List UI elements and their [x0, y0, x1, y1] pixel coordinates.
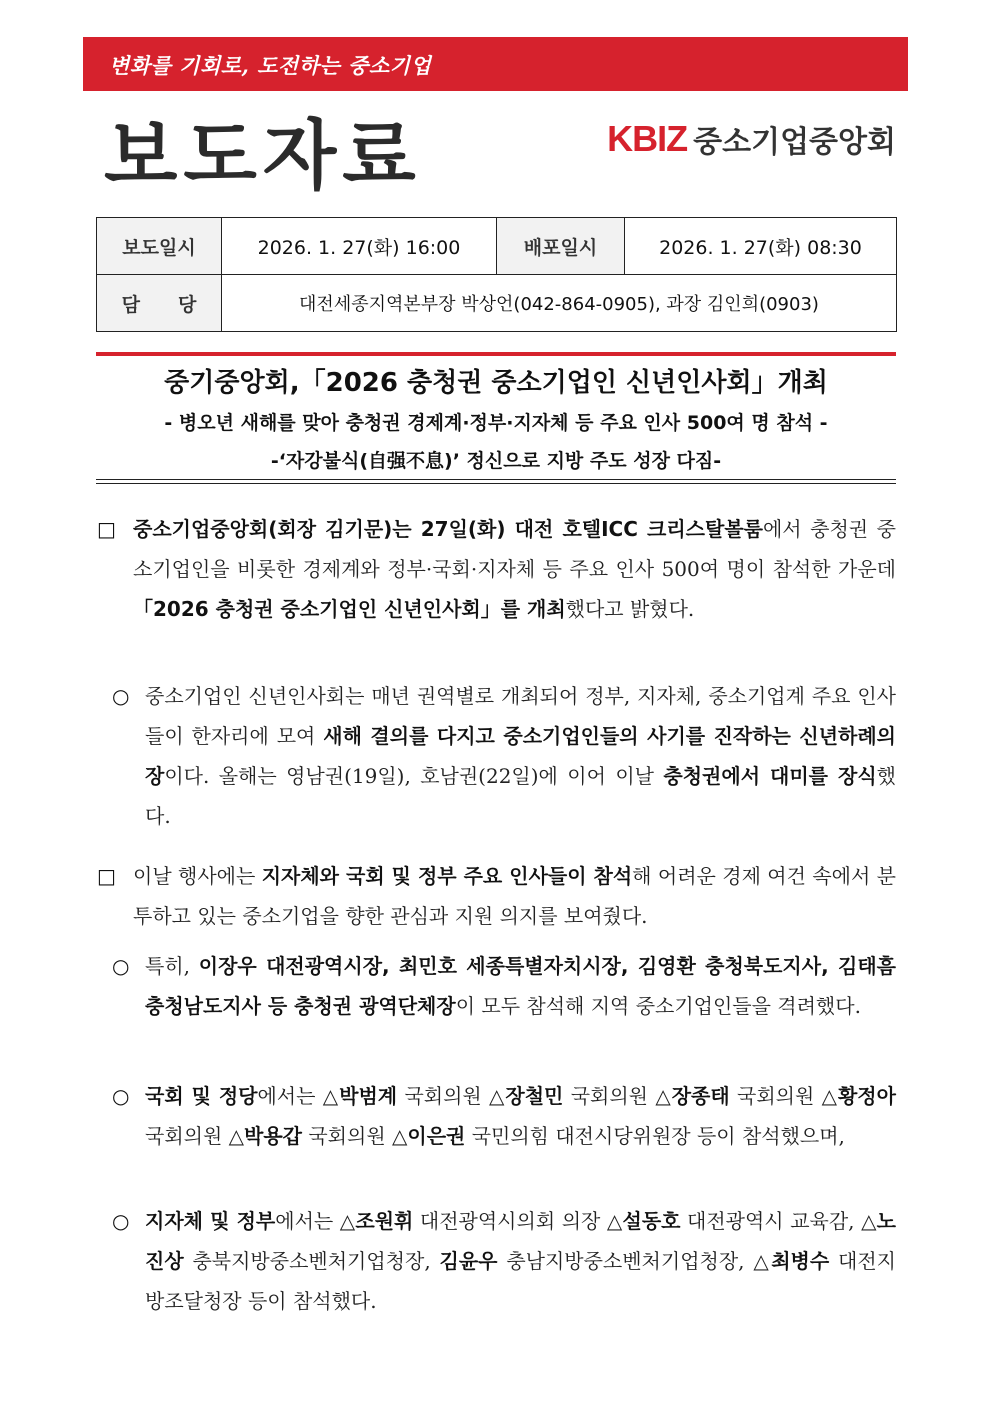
p6-text-d: 대전광역시의회 의장 △	[413, 1209, 623, 1233]
p5-text-f: 국회의원 △	[563, 1084, 672, 1108]
p6-name-2: 설동호	[622, 1209, 681, 1233]
subheadline-1: - 병오년 새해를 맞아 충청권 경제계·정부·지자체 등 주요 인사 500여 명 참석 -	[164, 412, 828, 434]
p5-text-n: 국민의힘 대전시당위원장 등이 참석했으며,	[465, 1124, 845, 1148]
p5-text-b: 에서는 △	[257, 1084, 340, 1108]
p6-text-h: 충북지방중소벤처기업청장,	[183, 1249, 440, 1273]
contact-value: 대전세종지역본부장 박상언(042-864-0905), 과장 김인희(0903)	[222, 275, 897, 332]
p5-name-6: 이은권	[407, 1124, 466, 1148]
circle-bullet-3: ○	[112, 1084, 130, 1108]
paragraph-3	[133, 856, 896, 936]
circle-bullet-2: ○	[112, 954, 130, 978]
p5-text-h: 국회의원 △	[729, 1084, 838, 1108]
p6-name-1: 조원휘	[355, 1209, 414, 1233]
header-banner	[83, 37, 908, 91]
contact-row	[97, 275, 897, 332]
paragraph-5	[145, 1076, 896, 1156]
release-row	[97, 218, 897, 275]
paragraph-6	[145, 1201, 896, 1321]
contact-label: 담 당	[97, 275, 222, 332]
p6-name-4: 김윤우	[439, 1249, 498, 1273]
paragraph-1	[133, 509, 896, 629]
p1-bold-c: 「2026 충청권 중소기업인 신년인사회」를 개최	[133, 597, 566, 621]
p5-text-l: 국회의원 △	[302, 1124, 408, 1148]
kbiz-logo	[607, 117, 896, 161]
p2-text-c: 이다. 올해는 영남권(19일), 호남권(22일)에 이어 이날	[164, 764, 664, 788]
logo-kbiz-mark: KBIZ	[607, 118, 688, 159]
paragraph-4	[145, 946, 896, 1026]
p2-text-a: 중소기업인 신년인사회는 매년 권역별로 개최되어 정부, 지자체, 중소기업계 주요 인사들이 한자리에 모여	[145, 684, 896, 748]
p5-text-j: 국회의원 △	[145, 1124, 245, 1148]
p5-name-4: 황정아	[837, 1084, 896, 1108]
release-date-label: 보도일시	[97, 218, 222, 275]
p6-text-j: 충남지방중소벤처기업청장, △	[497, 1249, 772, 1273]
logo-org-name: 중소기업중앙회	[693, 125, 896, 160]
release-date-value: 2026. 1. 27(화) 16:00	[222, 218, 497, 275]
p6-text-b: 에서는 △	[275, 1209, 356, 1233]
p5-name-5: 박용갑	[244, 1124, 302, 1148]
square-bullet-2: □	[97, 864, 116, 888]
p2-bold-d: 충청권에서 대미를 장식	[663, 764, 877, 788]
slogan-text: 변화를 기회로, 도전하는 중소기업	[109, 53, 432, 78]
release-info-table	[96, 217, 897, 332]
p1-text-b: 에서 충청권 중소기업인을 비롯한 경제계와 정부·국회·지자체 등 주요 인사 500여 명이 참석한 가운데	[133, 517, 896, 581]
p4-text-a: 특히,	[145, 954, 199, 978]
subheadline-2: -‘자강불식(自强不息)’ 정신으로 지방 주도 성장 다짐-	[270, 450, 722, 472]
headline-bottom-rule	[96, 479, 896, 484]
p6-text-l: 대전지방조달청장 등이 참석했다.	[145, 1249, 896, 1313]
p5-text-d: 국회의원 △	[397, 1084, 506, 1108]
p1-text-d: 했다고 밝혔다.	[565, 597, 695, 621]
p4-bold-b: 이장우 대전광역시장, 최민호 세종특별자치시장, 김영환 충청북도지사, 김태흠 충청남도지사 등 충청권 광역단체장	[145, 954, 896, 1018]
circle-bullet-4: ○	[112, 1209, 130, 1233]
p5-name-2: 장철민	[505, 1084, 564, 1108]
headline: 중기중앙회,「2026 충청권 중소기업인 신년인사회」개최	[164, 368, 828, 398]
p5-bold-a: 국회 및 정당	[145, 1084, 258, 1108]
p1-bold-a: 중소기업중앙회(회장 김기문)는 27일(화) 대전 호텔ICC 크리스탈볼룸	[133, 517, 763, 541]
p5-name-3: 장종태	[671, 1084, 730, 1108]
p6-bold-a: 지자체 및 정부	[145, 1209, 276, 1233]
p6-name-3: 노진상	[145, 1209, 896, 1273]
p2-bold-b: 새해 결의를 다지고 중소기업인들의 사기를 진작하는 신년하례의 장	[145, 724, 896, 788]
p4-text-c: 이 모두 참석해 지역 중소기업인들을 격려했다.	[455, 994, 861, 1018]
headline-top-rule	[96, 352, 896, 356]
circle-bullet-1: ○	[112, 684, 130, 708]
p2-text-e: 했다.	[145, 764, 896, 828]
distribution-date-value: 2026. 1. 27(화) 08:30	[625, 218, 897, 275]
distribution-date-label: 배포일시	[497, 218, 625, 275]
document-type-title: 보도자료	[104, 111, 422, 200]
p6-text-f: 대전광역시 교육감, △	[680, 1209, 877, 1233]
p3-text-c: 해 어려운 경제 여건 속에서 분투하고 있는 중소기업을 향한 관심과 지원 의지를 보여줬다.	[133, 864, 896, 928]
paragraph-2	[145, 676, 896, 836]
square-bullet-1: □	[97, 517, 116, 541]
p3-text-a: 이날 행사에는	[133, 864, 262, 888]
p3-bold-b: 지자체와 국회 및 정부 주요 인사들이 참석	[261, 864, 633, 888]
p5-name-1: 박범계	[339, 1084, 398, 1108]
p6-name-5: 최병수	[771, 1249, 830, 1273]
